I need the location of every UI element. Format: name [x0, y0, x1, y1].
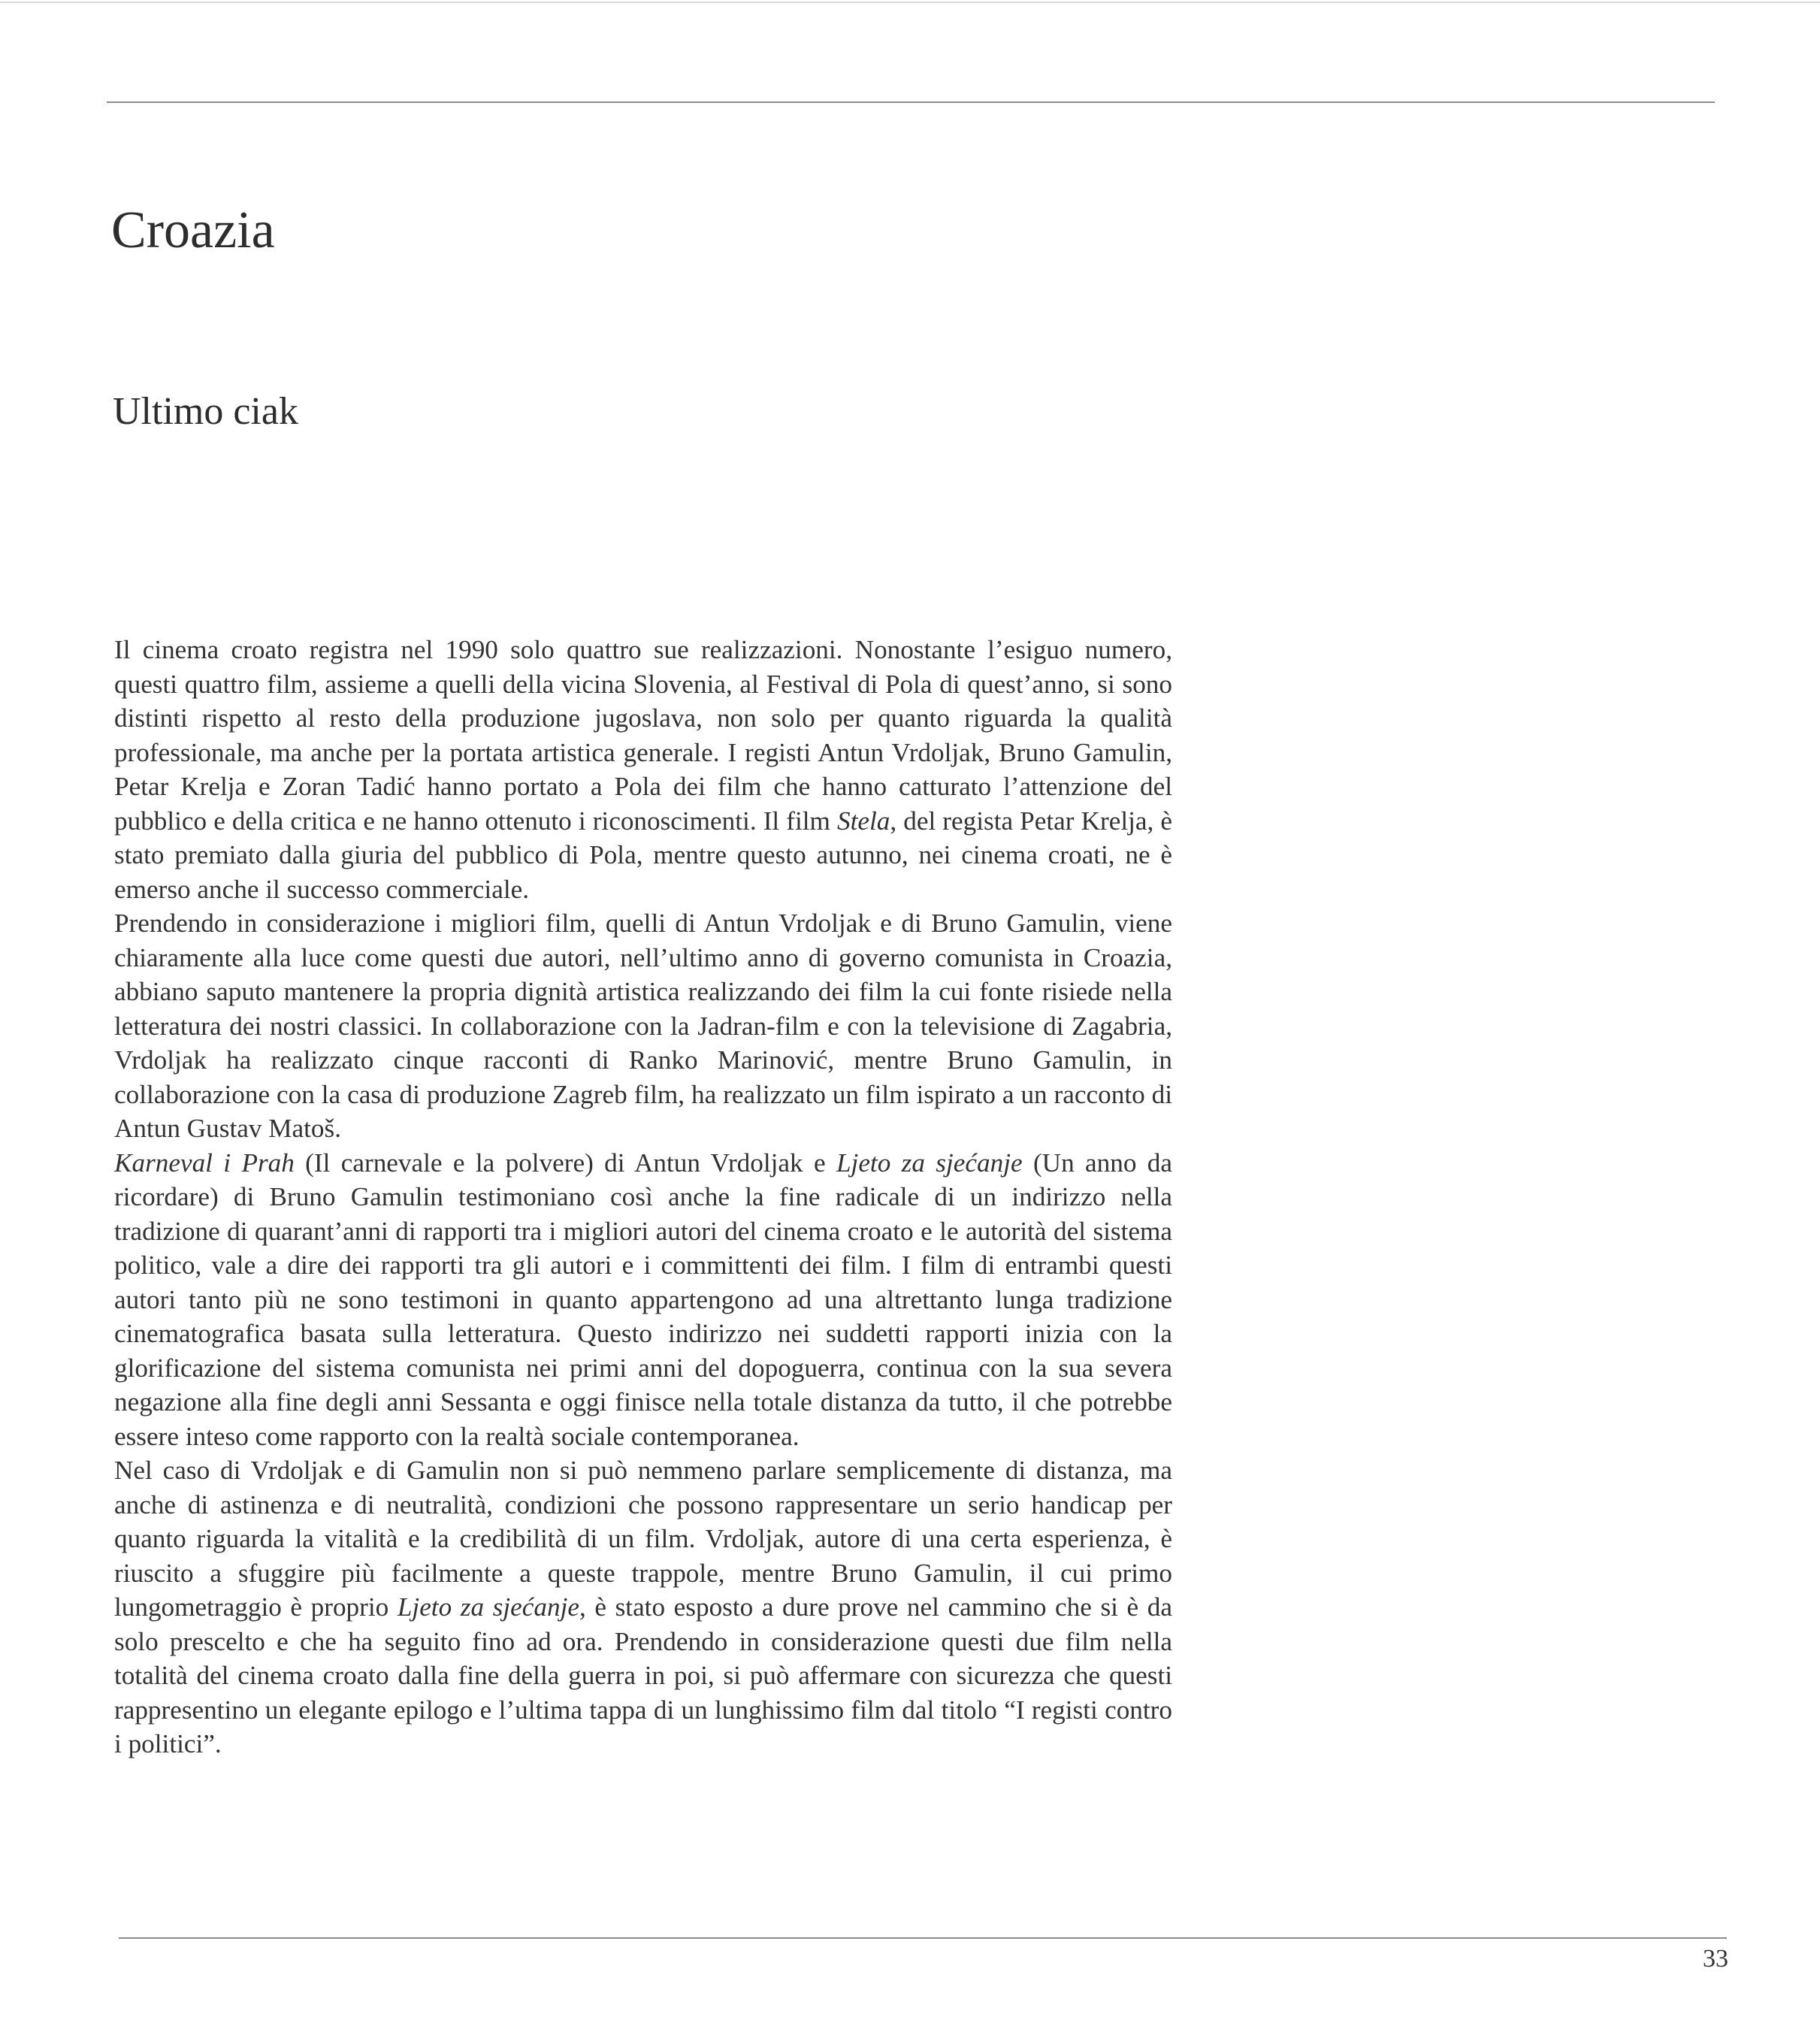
- paragraph-4: Nel caso di Vrdoljak e di Gamulin non si può nemmeno parlare semplicemente di distanza, ma anche di astinenza e di neutralità, condizioni che possono rappresentare un serio handicap per quanto riguarda la vitalità e la credibilità di un film. Vrdoljak, autore di una certa esperienza, è riuscito a sfuggire più facilmente a queste trappole, mentre Bruno Gamulin, il cui primo lungometraggio è proprio Ljeto za sjećanje, è stato esposto a dure prove nel cammino che si è da solo prescelto e che ha seguito fino ad ora. Prendendo in considerazione questi due film nella totalità del cinema croato dalla fine della guerra in poi, si può affermare con sicurezza che questi rappresentino un elegante epilogo e l’ultima tappa di un lunghissimo film dal titolo “I registi contro i politici”.: [114, 1456, 1172, 1758]
- paragraph-1: Il cinema croato registra nel 1990 solo quattro sue realizzazioni. Nonostante l’esiguo numero, questi quattro film, assieme a quelli della vicina Slovenia, al Festival di Pola di quest’anno, si sono distinti rispetto al resto della produzione jugoslava, non solo per quanto riguarda la qualità professionale, ma anche per la portata artistica generale. I registi Antun Vrdoljak, Bruno Gamulin, Petar Krelja e Zoran Tadić hanno portato a Pola dei film che hanno catturato l’attenzione del pubblico e della critica e ne hanno ottenuto i riconoscimenti. Il film Stela, del regista Petar Krelja, è stato premiato dalla giuria del pubblico di Pola, mentre questo autunno, nei cinema croati, ne è emerso anche il successo commerciale.: [114, 635, 1172, 904]
- paragraph-3: Karneval i Prah (Il carnevale e la polvere) di Antun Vrdoljak e Ljeto za sjećanje (Un anno da ricordare) di Bruno Gamulin testimoniano così anche la fine radicale di un indirizzo nella tradizione di quarant’anni di rapporti tra i migliori autori del cinema croato e le autorità del sistema politico, vale a dire dei rapporti tra gli autori e i committenti dei film. I film di entrambi questi autori tanto più ne sono testimoni in quanto appartengono ad una altrettanto lunga tradizione cinematografica basata sulla letteratura. Questo indirizzo nei suddetti rapporti inizia con la glorificazione del sistema comunista nei primi anni del dopoguerra, continua con la sua severa negazione alla fine degli anni Sessanta e oggi finisce nella totale distanza da tutto, il che potrebbe essere inteso come rapporto con la realtà sociale contemporanea.: [114, 1147, 1172, 1451]
- article-body: [114, 633, 1172, 1761]
- paragraph-2: Prendendo in considerazione i migliori film, quelli di Antun Vrdoljak e di Bruno Gamulin, viene chiaramente alla luce come questi due autori, nell’ultimo anno di governo comunista in Croazia, abbiano saputo mantenere la propria dignità artistica realizzando dei film la cui fonte risiede nella letteratura dei nostri classici. In collaborazione con la Jadran-film e con la televisione di Zagabria, Vrdoljak ha realizzato cinque racconti di Ranko Marinović, mentre Bruno Gamulin, in collaborazione con la casa di produzione Zagreb film, ha realizzato un film ispirato a un racconto di Antun Gustav Matoš.: [114, 909, 1172, 1143]
- footer-rule: [119, 1937, 1727, 1939]
- film-title: Stela: [837, 806, 890, 836]
- film-title: Ljeto za sjećanje: [836, 1147, 1023, 1178]
- header-rule: [107, 101, 1715, 103]
- page-top-edge: [0, 2, 1820, 3]
- page-number: 33: [1703, 1945, 1728, 1973]
- article-title: Ultimo ciak: [113, 390, 298, 433]
- film-title: Ljeto za sjećanje: [397, 1592, 579, 1622]
- film-title: Karneval i Prah: [114, 1147, 295, 1178]
- section-title: Croazia: [111, 201, 275, 259]
